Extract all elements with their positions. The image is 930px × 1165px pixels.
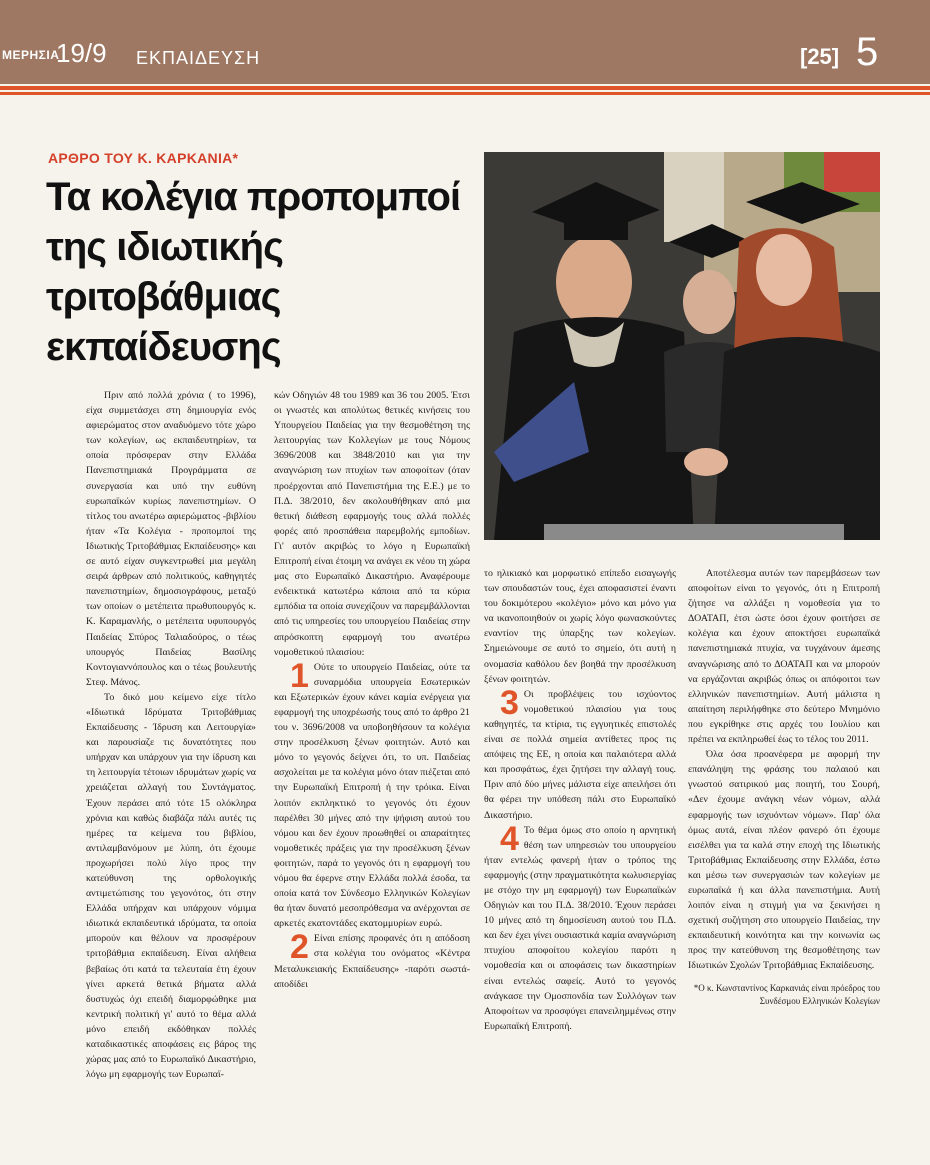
page-number: 5: [856, 30, 879, 74]
paragraph: κών Οδηγιών 48 του 1989 και 36 του 2005. Έτσι οι γνωστές και απολύτως θετικές κινήσεις του Υπουργείου Παιδείας για την θεσμοθέτηση της λειτουργίας των Κολλεγίων με τους Νόμους 3696/2008 και 3848/2010 και για την αναγνώριση των πτυχίων των αποφοίτων (όταν προέρχονται από Πανεπιστήμια της Ε.Ε.) με το Π.Δ. 38/2010, δεν ακολουθήθηκαν από μια θετική διάθεση εφαρμογής τους αλλά πολλές φορές από προσπάθεια παρεμβολής εμποδίων. Γι' αυτόν ακριβώς το λόγο η Ευρωπαϊκή Επιτροπή είναι έτοιμη να ανάγει εκ νέου τη χώρα μας στο Ευρωπαϊκό Δικαστήριο. Αναφέρουμε ενδεικτικά κατωτέρω κάποια από τα κύρια εμπόδια τα οποία συνεχίζουν να παρεμβάλλονται από τις υπηρεσίες του υπουργείου Παιδείας στην απρόσκοπτη εφαρμογή του ανωτέρω νομοθετικού πλαισίου:: [274, 390, 470, 658]
paragraph: Όλα όσα προανέφερα με αφορμή την επανάληψη της φράσης του παλαιού και γνωστού σατιρικού μας ποιητή, του Σουρή, «Δεν έχουμε ανάγκη νέων νόμων, αλλά εφαρμογής των ισχυόντων νόμων». Παρ' όλα όμως αυτά, είναι πλέον φανερό ότι έχουμε εισέλθει για τα καλά στην εποχή της Ιδιωτικής Τριτοβάθμιας Εκπαίδευσης στην Ελλάδα, έστω και μέσω των συνεργασιών των κολεγίων με ευρωπαϊκά ή και άλλα πανεπιστήμια. Αυτή λοιπόν είναι η στιγμή για να ξεκινήσει η σχετική συζήτηση στο υπουργείο Παιδείας, την εκπαιδευτική κοινότητα και την κοινωνία ως προς την κατεύθυνση της θεσμοθέτησης των Ιδιωτικών Σχολών Τριτοβάθμιας Εκπαίδευσης.: [688, 749, 880, 972]
author-credit: *Ο κ. Κωνσταντίνος Καρκανιάς είναι πρόεδρος του Συνδέσμου Ελληνικών Κολεγίων: [693, 982, 880, 1006]
paragraph: Οι προβλέψεις του ισχύοντος νομοθετικού πλαισίου για τους καθηγητές, τα κτίρια, τις εγγυητικές επιστολές είναι σε πολλά σημεία αντίθετες προς τις απόψεις της ΕΕ, η οποία και παλαιότερα αλλά και προσφάτως, έχει ζητήσει την αλλαγή τους. Πριν από δύο μήνες μάλιστα είχε απειλήσει ότι θα φέρει την υπόθεση πάλι στο Ευρωπαϊκό Δικαστήριο.: [484, 688, 676, 821]
header-stripe-thin: [0, 92, 930, 95]
paragraph: Είναι επίσης προφανές ότι η απόδοση στα κολέγια του ονόματος «Κέντρα Μεταλυκειακής Εκπαίδευσης» -παρότι σωστά- αποδίδει: [274, 933, 470, 990]
numbered-point-4: 4: [500, 819, 519, 858]
paragraph: Πριν από πολλά χρόνια ( το 1996), είχα συμμετάσχει στη δημιουργία ενός αφιερώματος στον αναδυόμενο τότε χώρο των κολεγίων, ως εκπαιδευτηρίων, τα οποία πρόσφεραν στην Ελλάδα Πανεπιστημιακά Προγράμματα σε συνεργασία και υπό την ευθύνη ευρωπαϊκών κυρίως πανεπιστημίων. Ο τίτλος του ανωτέρω αφιερώματος -βιβλίου ήταν «Τα Κολέγια - προπομποί της Ιδιωτικής Τριτοβάθμιας Εκπαίδευσης» και σε αυτό είχαν συγκεντρωθεί μια μεγάλη σειρά άρθρων από πολιτικούς, καθηγητές πανεπιστημίων, δημοσιογράφους, μεταξύ των οποίων ο μετέπειτα πρωθυπουργός κ. Κ. Καραμανλής, ο μετέπειτα υφυπουργός Παιδείας Σπύρος Ταλιαδούρος, ο τέως υπουργός Παιδείας Βασίλης Κοντογιαννόπουλος και ο τέως βουλευτής Στεφ. Μάνος.: [86, 390, 256, 688]
numbered-point-3: 3: [500, 683, 519, 722]
numbered-point-1: 1: [290, 656, 309, 695]
paragraph: το ηλικιακό και μορφωτικό επίπεδο εισαγωγής των σπουδαστών τους, έχει αποφασιστεί έναντι του δοκιμότερου «κολέγιο» μόνο και μόνο για να ικανοποιηθούν οι χωρίς λόγο φωνασκούντες εναντίον της ύπαρξης των κολεγίων. Σημειώνουμε σε αυτό το σημείο, ότι αυτή η ονομασία καθόλου δεν βοηθά την προσέλκυση ξένων φοιτητών.: [484, 568, 676, 685]
numbered-point-2: 2: [290, 928, 309, 967]
article-column-2: [274, 388, 470, 1160]
article-column-4: [688, 566, 880, 1160]
page-header: [0, 0, 930, 84]
issue-date: 19/9: [56, 38, 107, 68]
article-kicker: ΑΡΘΡΟ ΤΟΥ Κ. ΚΑΡΚΑΝΙΑ*: [48, 150, 239, 166]
page-box: [25]: [800, 44, 840, 69]
newspaper-name: ΜΕΡΗΣΙΑ: [2, 48, 60, 62]
paragraph: Ούτε το υπουργείο Παιδείας, ούτε τα συναρμόδια υπουργεία Εσωτερικών και Εξωτερικών έχουν κάνει καμία ενέργεια για εφαρμογή της υποχρέωσής τους από το άρθρο 21 του ν. 3696/2008 να υποβοηθήσουν τα κολέγια στην προσέλκυση ξένων φοιτητών. Αυτό και μόνο το γεγονός δείχνει ότι, το υπ. Παιδείας ασχολείται με τα κολέγια μόνο όταν πιέζεται από την Ευρωπαϊκή Επιτροπή ή την τρόικα. Είναι λοιπόν εκπληκτικό το γεγονός ότι έχουν παρέλθει 30 μήνες από την ψήφιση αυτού του νόμου και δεν έχουν προωθηθεί οι απαραίτητες νομοθετικές πράξεις για την προσέλκυση ξένων φοιτητών, παρά το γεγονός ότι η εφαρμογή του νόμου θα έφερνε στην Ελλάδα πολλά έσοδα, τα οποία κατά τον Σύνδεσμο Ελληνικών Κολεγίων θα ήταν δυνατό μεσοπρόθεσμα να ανέρχονται σε αρκετές εκατοντάδες εκατομμυρίων ευρώ.: [274, 661, 470, 930]
paragraph: Αποτέλεσμα αυτών των παρεμβάσεων των αποφοίτων είναι το γεγονός, ότι η Επιτροπή ζήτησε να αλλάξει η νομοθεσία για το ΔΟΑΤΑΠ, έτσι ώστε όσοι έχουν φοιτήσει σε κολέγια και έχουν αποκτήσει ευρωπαϊκά πανεπιστημιακά πτυχία, να τυγχάνουν άμεσης αναγνώρισης από το ΔΟΑΤΑΠ και να μπορούν να εργάζονται ακριβώς όπως οι απόφοιτοι των ελληνικών πανεπιστημίων. Αυτή μάλιστα η απαίτηση περιλήφθηκε στο δεύτερο Μνημόνιο που εγκρίθηκε στις αρχές του Ιουλίου και πρέπει να εκπληρωθεί έως το τέλος του 2011.: [688, 568, 880, 746]
section-title: ΕΚΠΑΙΔΕΥΣΗ: [136, 48, 261, 68]
paragraph: Το δικό μου κείμενο είχε τίτλο «Ιδιωτικά Ιδρύματα Τριτοβάθμιας Εκπαίδευσης - Ίδρυση και Λειτουργία» και παρουσίαζε τις δυνατότητες που υπήρχαν και υπάρχουν για την ίδρυση και τη λειτουργία τέτοιων ιδρυμάτων χωρίς να χρειάζεται αλλαγή του Συντάγματος. Έχουν περάσει από τότε 15 ολόκληρα χρόνια και καθώς διαβάζα πάλι αυτές τις ημέρες τα κείμενα του βιβλίου, αντιλαμβανόμουν με λύπη, ότι έχουμε προχωρήσει πολύ λίγο προς την κατεύθυνση της ορθολογικής αντιμετώπισης του γεγονότος, ότι στην Ελλάδα υπήρχαν και υπάρχουν νόμιμα ιδιωτικά εκπαιδευτικά ιδρύματα, τα οποία μπορούν και θέλουν να προσφέρουν τριτοβάθμια εκπαίδευση. Είναι αλήθεια βεβαίως ότι κατά τα τελευταία έτη έχουν γίνει αρκετά θετικά βήματα αλλά δυστυχώς όχι επειδή διαμορφώθηκε μια κεντρική πολιτική γι' αυτό το θέμα αλλά μόνο επειδή εκδόθηκαν πολλές καταδικαστικές αποφάσεις εις βάρος της χώρας μας από το Ευρωπαϊκό Δικαστήριο, λόγω μη εφαρμογής των Ευρωπαϊ-: [86, 691, 256, 1081]
article-column-1: [86, 388, 256, 1160]
article-column-3: [484, 566, 676, 1160]
article-headline: Τα κολέγια προπομποί της ιδιωτικής τριτοβάθμιας εκπαίδευσης: [46, 175, 461, 369]
paragraph: Το θέμα όμως στο οποίο η αρνητική θέση των υπηρεσιών του υπουργείου ήταν εντελώς φανερή ήταν ο τρόπος της εφαρμογής (στην πραγματικότητα κωλυσιεργίας με στόχο την μη εφαρμογή) των Ευρωπαϊκών Οδηγιών και του Π.Δ. 38/2010. Έχουν περάσει 10 μήνες από τη δημοσίευση αυτού του Π.Δ. και δεν έχει γίνει ουσιαστικά καμία αναγνώριση πτυχίου αποφοίτου κολεγίου παρότι η νομοθεσία και οι αποφάσεις των δικαστηρίων είναι εντελώς σαφείς. Αυτό το γεγονός ανάγκασε την Ομοσπονδία των Συλλόγων των Αποφοίτων να προσφύγει επανειλημμένως στην Ευρωπαϊκή Επιτροπή.: [484, 824, 676, 1032]
header-stripe: [0, 86, 930, 90]
graduates-photo: [484, 152, 880, 540]
